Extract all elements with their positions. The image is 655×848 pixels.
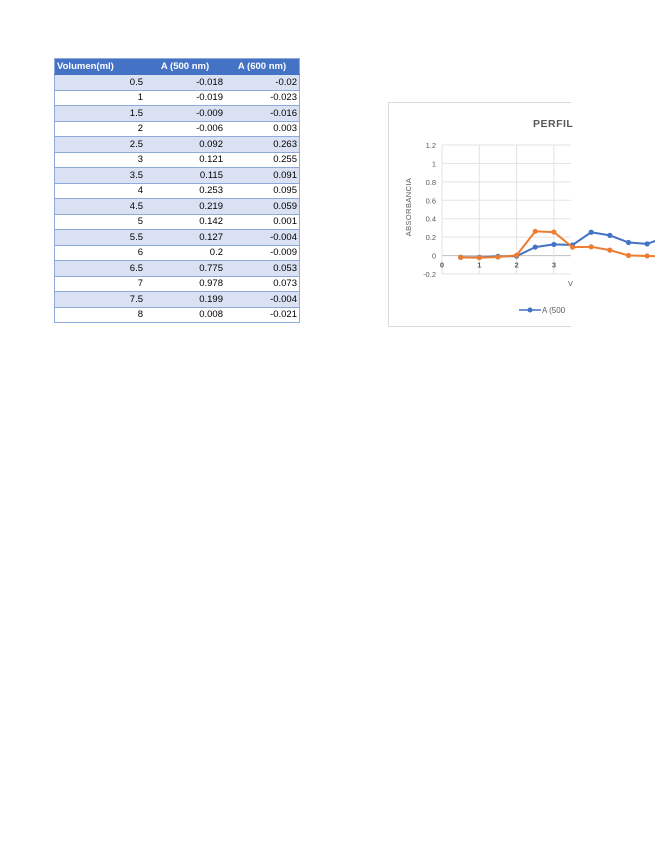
- y-tick-label: 0.2: [425, 233, 436, 243]
- table-row: [55, 137, 300, 153]
- cell-volumen[interactable]: 6: [55, 245, 146, 261]
- cell-a600[interactable]: -0.023: [225, 90, 300, 106]
- cell-a600[interactable]: -0.004: [225, 292, 300, 308]
- table-row: [55, 90, 300, 106]
- cell-a500[interactable]: -0.019: [145, 90, 225, 106]
- series-point-1: [589, 244, 594, 249]
- table-row: [55, 230, 300, 246]
- series-point-1: [551, 229, 556, 234]
- cell-a600[interactable]: 0.255: [225, 152, 300, 168]
- x-axis-label: V: [568, 279, 574, 288]
- y-tick-label: 0.4: [425, 214, 436, 224]
- cell-a500[interactable]: 0.121: [145, 152, 225, 168]
- table-header-row: [55, 59, 300, 75]
- cell-a600[interactable]: 0.053: [225, 261, 300, 277]
- legend-series-marker: [528, 308, 533, 313]
- cell-volumen[interactable]: 0.5: [55, 75, 146, 91]
- table-row: [55, 199, 300, 215]
- series-point-1: [458, 255, 463, 260]
- cell-volumen[interactable]: 2.5: [55, 137, 146, 153]
- series-point-1: [626, 253, 631, 258]
- table-row: [55, 245, 300, 261]
- series-point-0: [551, 242, 556, 247]
- cell-a500[interactable]: 0.115: [145, 168, 225, 184]
- chart-legend[interactable]: [519, 306, 566, 315]
- table-row: [55, 152, 300, 168]
- legend-series-label: A (500: [542, 306, 566, 315]
- absorbance-table: [54, 58, 300, 323]
- cell-a500[interactable]: 0.253: [145, 183, 225, 199]
- series-point-0: [607, 233, 612, 238]
- cell-volumen[interactable]: 7: [55, 276, 146, 292]
- cell-volumen[interactable]: 3.5: [55, 168, 146, 184]
- cell-volumen[interactable]: 2: [55, 121, 146, 137]
- table-row: [55, 121, 300, 137]
- x-tick-label: 2: [514, 260, 519, 270]
- cell-a600[interactable]: 0.263: [225, 137, 300, 153]
- table-row: [55, 261, 300, 277]
- cell-a500[interactable]: 0.775: [145, 261, 225, 277]
- x-tick-label: 3: [551, 260, 556, 270]
- table-row: [55, 214, 300, 230]
- cell-volumen[interactable]: 1.5: [55, 106, 146, 122]
- cell-volumen[interactable]: 4: [55, 183, 146, 199]
- y-tick-label: 0: [431, 251, 436, 261]
- series-point-1: [514, 253, 519, 258]
- absorbance-chart: [389, 103, 574, 326]
- cell-a600[interactable]: 0.073: [225, 276, 300, 292]
- table-row: [55, 307, 300, 323]
- y-tick-label: -0.2: [423, 270, 436, 279]
- cell-a500[interactable]: -0.006: [145, 121, 225, 137]
- table-row: [55, 75, 300, 91]
- y-tick-label: 0.8: [425, 177, 436, 187]
- table-row: [55, 183, 300, 199]
- x-tick-label: 1: [477, 260, 482, 270]
- series-point-0: [533, 244, 538, 249]
- cell-a500[interactable]: 0.142: [145, 214, 225, 230]
- cell-a500[interactable]: -0.018: [145, 75, 225, 91]
- series-point-1: [570, 245, 575, 250]
- y-axis-label: ABSORBANCIA: [404, 177, 413, 237]
- cell-a500[interactable]: 0.008: [145, 307, 225, 323]
- series-point-1: [477, 255, 482, 260]
- cell-volumen[interactable]: 5: [55, 214, 146, 230]
- cell-a500[interactable]: 0.978: [145, 276, 225, 292]
- cell-a600[interactable]: -0.004: [225, 230, 300, 246]
- cell-a600[interactable]: 0.091: [225, 168, 300, 184]
- cell-a500[interactable]: 0.199: [145, 292, 225, 308]
- cell-volumen[interactable]: 6.5: [55, 261, 146, 277]
- table-body: [55, 75, 300, 323]
- y-tick-label: 1: [431, 159, 436, 169]
- table-row: [55, 292, 300, 308]
- cell-a500[interactable]: 0.092: [145, 137, 225, 153]
- series-point-1: [495, 254, 500, 259]
- cell-a600[interactable]: -0.02: [225, 75, 300, 91]
- y-tick-label: 0.6: [425, 196, 436, 206]
- series-point-1: [645, 253, 650, 258]
- x-tick-label: 0: [439, 260, 445, 270]
- chart-gridlines: [439, 145, 571, 274]
- cell-a500[interactable]: 0.127: [145, 230, 225, 246]
- cell-a500[interactable]: 0.219: [145, 199, 225, 215]
- cell-volumen[interactable]: 3: [55, 152, 146, 168]
- cell-a600[interactable]: -0.021: [225, 307, 300, 323]
- series-point-1: [607, 248, 612, 253]
- series-line-0: [461, 165, 655, 257]
- table-row: [55, 276, 300, 292]
- cell-a600[interactable]: 0.095: [225, 183, 300, 199]
- series-point-0: [589, 230, 594, 235]
- y-tick-label: 1.2: [425, 141, 436, 150]
- table-row: [55, 106, 300, 122]
- cell-a500[interactable]: -0.009: [145, 106, 225, 122]
- cell-volumen[interactable]: 5.5: [55, 230, 146, 246]
- series-point-0: [645, 241, 650, 246]
- y-tick-labels: [423, 141, 436, 279]
- cell-a600[interactable]: 0.003: [225, 121, 300, 137]
- header-a600[interactable]: A (600 nm): [225, 59, 300, 75]
- cell-volumen[interactable]: 7.5: [55, 292, 146, 308]
- cell-a600[interactable]: 0.001: [225, 214, 300, 230]
- cell-a600[interactable]: -0.009: [225, 245, 300, 261]
- header-a500[interactable]: A (500 nm): [145, 59, 225, 75]
- chart-area[interactable]: [388, 102, 574, 327]
- chart-series: [458, 163, 655, 260]
- series-point-0: [626, 240, 631, 245]
- series-point-1: [533, 229, 538, 234]
- cell-volumen[interactable]: 4.5: [55, 199, 146, 215]
- table-row: [55, 168, 300, 184]
- cell-a500[interactable]: 0.2: [145, 245, 225, 261]
- x-tick-labels: [440, 261, 556, 270]
- header-volumen[interactable]: Volumen(ml): [55, 59, 146, 75]
- cell-a600[interactable]: -0.016: [225, 106, 300, 122]
- cell-volumen[interactable]: 1: [55, 90, 146, 106]
- cell-volumen[interactable]: 8: [55, 307, 146, 323]
- cell-a600[interactable]: 0.059: [225, 199, 300, 215]
- chart-title: PERFIL: [533, 118, 574, 130]
